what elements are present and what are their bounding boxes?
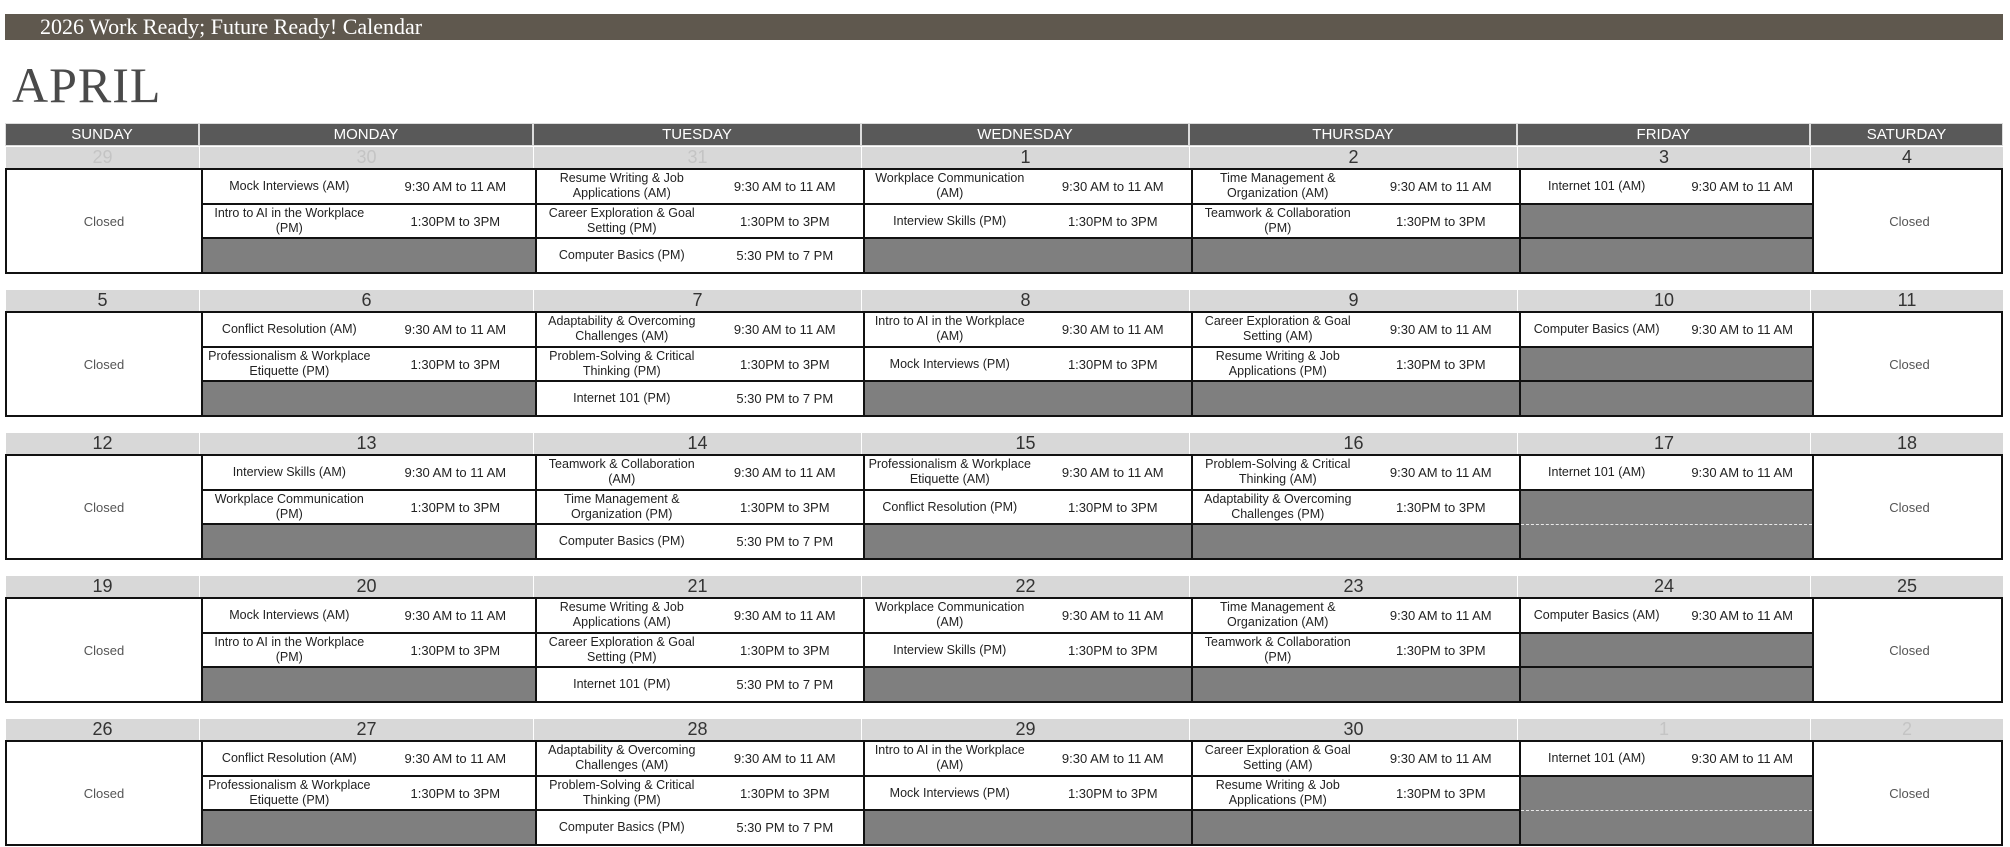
- day-of-week-label: WEDNESDAY: [861, 123, 1189, 146]
- event-name: Mock Interviews (AM): [229, 178, 350, 193]
- week-body: [5, 597, 2003, 703]
- date-number: 29: [861, 719, 1189, 740]
- event-slot[interactable]: [1193, 634, 1519, 669]
- empty-slot: [1521, 668, 1812, 701]
- day-cell: [863, 599, 1191, 701]
- event-slot[interactable]: [203, 456, 535, 491]
- day-cell: [1812, 456, 2005, 558]
- day-of-week-label: THURSDAY: [1189, 123, 1517, 146]
- event-slot[interactable]: [865, 348, 1191, 383]
- empty-slot: [1521, 811, 1812, 844]
- date-number-row: [5, 147, 2003, 168]
- event-time: 1:30PM to 3PM: [739, 356, 830, 372]
- event-time: 1:30PM to 3PM: [1395, 785, 1486, 801]
- date-number: 15: [861, 433, 1189, 454]
- event-time: 9:30 AM to 11 AM: [1389, 321, 1492, 337]
- event-slot[interactable]: [537, 382, 863, 415]
- event-time: 9:30 AM to 11 AM: [1389, 750, 1492, 766]
- date-number: 16: [1189, 433, 1517, 454]
- calendar-week: [5, 576, 2003, 703]
- event-slot[interactable]: [537, 777, 863, 812]
- date-number: 22: [861, 576, 1189, 597]
- event-name: Teamwork & Collaboration (PM): [1204, 635, 1351, 664]
- empty-slot: [865, 811, 1191, 844]
- empty-slot: [203, 811, 535, 844]
- event-time: 5:30 PM to 7 PM: [736, 391, 834, 407]
- closed-label: Closed: [1889, 213, 1930, 229]
- event-time: 9:30 AM to 11 AM: [404, 321, 507, 337]
- empty-slot: [1521, 205, 1812, 240]
- day-cell: [863, 456, 1191, 558]
- date-number: 11: [1810, 290, 2003, 311]
- event-slot[interactable]: [203, 634, 535, 669]
- date-number: 8: [861, 290, 1189, 311]
- date-number: 14: [533, 433, 861, 454]
- event-slot[interactable]: [537, 668, 863, 701]
- event-slot[interactable]: [1521, 599, 1812, 634]
- event-name: Internet 101 (PM): [573, 677, 671, 692]
- closed-label: Closed: [1889, 785, 1930, 801]
- date-number-row: [5, 433, 2003, 454]
- event-time: 1:30PM to 3PM: [1395, 213, 1486, 229]
- event-name: Workplace Communication (PM): [214, 492, 364, 521]
- event-name: Time Management & Organization (AM): [1219, 171, 1336, 201]
- event-slot[interactable]: [203, 205, 535, 240]
- date-number: 19: [5, 576, 199, 597]
- day-cell: [7, 313, 201, 415]
- event-slot[interactable]: [1193, 491, 1519, 526]
- event-slot[interactable]: [865, 313, 1191, 348]
- event-name: Mock Interviews (AM): [229, 607, 350, 622]
- date-number-row: [5, 576, 2003, 597]
- event-slot[interactable]: [1521, 456, 1812, 491]
- event-slot[interactable]: [1521, 170, 1812, 205]
- date-number: 25: [1810, 576, 2003, 597]
- event-name: Resume Writing & Job Applications (AM): [559, 171, 684, 201]
- event-slot[interactable]: [203, 491, 535, 526]
- event-name: Professionalism & Workplace Etiquette (PM): [208, 778, 371, 807]
- event-slot[interactable]: [537, 456, 863, 491]
- event-time: 1:30PM to 3PM: [1067, 642, 1158, 658]
- event-name: Computer Basics (AM): [1533, 607, 1660, 622]
- day-cell: [863, 313, 1191, 415]
- event-slot[interactable]: [537, 599, 863, 634]
- day-cell: [1812, 742, 2005, 844]
- empty-slot: [1521, 239, 1812, 272]
- date-number: 2: [1810, 719, 2003, 740]
- event-slot[interactable]: [1193, 599, 1519, 634]
- event-name: Computer Basics (AM): [1533, 321, 1660, 336]
- event-name: Teamwork & Collaboration (PM): [1204, 206, 1351, 235]
- empty-slot: [1521, 348, 1812, 383]
- empty-slot: [1193, 525, 1519, 558]
- event-time: 1:30PM to 3PM: [739, 785, 830, 801]
- calendar-week: [5, 147, 2003, 274]
- event-time: 9:30 AM to 11 AM: [404, 750, 507, 766]
- event-time: 1:30PM to 3PM: [410, 356, 501, 372]
- date-number: 17: [1517, 433, 1810, 454]
- day-cell: [1191, 456, 1519, 558]
- closed-label: Closed: [83, 213, 125, 229]
- event-slot[interactable]: [1193, 348, 1519, 383]
- event-name: Workplace Communication (AM): [875, 171, 1025, 201]
- event-time: 9:30 AM to 11 AM: [733, 607, 836, 623]
- calendar-grid: [5, 123, 2003, 846]
- empty-slot: [1521, 491, 1812, 525]
- event-name: Interview Skills (PM): [893, 213, 1007, 228]
- month-title: APRIL: [12, 57, 162, 113]
- day-cell: [1812, 313, 2005, 415]
- date-number-row: [5, 719, 2003, 740]
- week-body: [5, 311, 2003, 417]
- closed-label: Closed: [1889, 642, 1930, 658]
- event-time: 9:30 AM to 11 AM: [1691, 751, 1793, 766]
- event-slot[interactable]: [865, 634, 1191, 669]
- event-time: 9:30 AM to 11 AM: [1061, 750, 1164, 766]
- event-time: 9:30 AM to 11 AM: [1389, 464, 1492, 480]
- event-time: 9:30 AM to 11 AM: [733, 464, 836, 480]
- event-name: Career Exploration & Goal Setting (AM): [1204, 314, 1351, 344]
- day-cell: [7, 170, 201, 272]
- empty-slot: [1193, 239, 1519, 272]
- empty-slot: [1521, 777, 1812, 811]
- event-time: 9:30 AM to 11 AM: [1061, 321, 1164, 337]
- event-slot[interactable]: [865, 742, 1191, 777]
- calendar-title: 2026 Work Ready; Future Ready! Calendar: [40, 14, 423, 39]
- calendar-week: [5, 433, 2003, 560]
- day-cell: [863, 742, 1191, 844]
- event-name: Conflict Resolution (PM): [882, 499, 1018, 514]
- date-number: 30: [199, 147, 533, 168]
- event-name: Intro to AI in the Workplace (PM): [214, 635, 365, 664]
- event-slot[interactable]: [865, 491, 1191, 526]
- event-time: 9:30 AM to 11 AM: [1691, 465, 1793, 480]
- event-name: Resume Writing & Job Applications (PM): [1215, 349, 1340, 378]
- day-cell: [1812, 170, 2005, 272]
- week-body: [5, 168, 2003, 274]
- event-time: 1:30PM to 3PM: [739, 499, 830, 515]
- event-time: 9:30 AM to 11 AM: [1061, 607, 1164, 623]
- date-number: 1: [1517, 719, 1810, 740]
- event-slot[interactable]: [537, 811, 863, 844]
- day-cell: [201, 313, 535, 415]
- event-name: Career Exploration & Goal Setting (PM): [548, 206, 695, 235]
- event-slot[interactable]: [537, 170, 863, 205]
- event-slot[interactable]: [203, 313, 535, 348]
- event-slot[interactable]: [865, 170, 1191, 205]
- event-name: Time Management & Organization (AM): [1219, 600, 1336, 630]
- day-cell: [535, 170, 863, 272]
- event-slot[interactable]: [865, 456, 1191, 491]
- event-slot[interactable]: [537, 634, 863, 669]
- event-time: 9:30 AM to 11 AM: [1389, 607, 1492, 623]
- date-number: 29: [5, 147, 199, 168]
- event-time: 1:30PM to 3PM: [1067, 213, 1158, 229]
- date-number: 30: [1189, 719, 1517, 740]
- event-name: Workplace Communication (AM): [875, 600, 1025, 630]
- event-slot[interactable]: [865, 777, 1191, 812]
- date-number: 24: [1517, 576, 1810, 597]
- day-cell: [863, 170, 1191, 272]
- day-cell: [201, 599, 535, 701]
- day-cell: [1519, 170, 1812, 272]
- event-time: 9:30 AM to 11 AM: [733, 178, 836, 194]
- event-slot[interactable]: [537, 491, 863, 526]
- week-body: [5, 454, 2003, 560]
- closed-label: Closed: [1889, 499, 1930, 515]
- day-cell: [201, 742, 535, 844]
- event-name: Interview Skills (PM): [893, 642, 1007, 657]
- event-slot[interactable]: [865, 205, 1191, 240]
- event-name: Internet 101 (PM): [573, 391, 671, 406]
- day-of-week-header: [5, 123, 2003, 144]
- event-time: 1:30PM to 3PM: [1067, 499, 1158, 515]
- event-name: Conflict Resolution (AM): [221, 321, 357, 336]
- event-name: Computer Basics (PM): [558, 534, 685, 549]
- day-cell: [535, 742, 863, 844]
- event-name: Adaptability & Overcoming Challenges (AM): [548, 314, 696, 344]
- event-name: Adaptability & Overcoming Challenges (PM): [1204, 492, 1352, 521]
- day-of-week-label: TUESDAY: [533, 123, 861, 146]
- event-slot[interactable]: [537, 205, 863, 240]
- event-slot[interactable]: [203, 348, 535, 383]
- day-cell: [535, 456, 863, 558]
- event-name: Resume Writing & Job Applications (PM): [1215, 778, 1340, 807]
- closed-label: Closed: [1889, 356, 1930, 372]
- date-number: 2: [1189, 147, 1517, 168]
- event-slot[interactable]: [1193, 205, 1519, 240]
- date-number: 13: [199, 433, 533, 454]
- event-name: Internet 101 (AM): [1548, 465, 1646, 479]
- event-slot[interactable]: [1193, 777, 1519, 812]
- event-slot[interactable]: [203, 170, 535, 205]
- date-number: 12: [5, 433, 199, 454]
- event-time: 9:30 AM to 11 AM: [1389, 178, 1492, 194]
- empty-slot: [203, 382, 535, 415]
- empty-slot: [1521, 525, 1812, 558]
- date-number: 31: [533, 147, 861, 168]
- day-cell: [535, 313, 863, 415]
- day-cell: [1519, 599, 1812, 701]
- date-number: 6: [199, 290, 533, 311]
- event-time: 5:30 PM to 7 PM: [736, 534, 834, 550]
- empty-slot: [1193, 811, 1519, 844]
- empty-slot: [203, 239, 535, 272]
- event-time: 9:30 AM to 11 AM: [1691, 321, 1793, 337]
- date-number-row: [5, 290, 2003, 311]
- empty-slot: [865, 668, 1191, 701]
- event-name: Adaptability & Overcoming Challenges (AM): [548, 743, 696, 773]
- event-name: Internet 101 (AM): [1548, 178, 1646, 193]
- day-cell: [1191, 742, 1519, 844]
- event-name: Mock Interviews (PM): [889, 785, 1010, 800]
- date-number: 28: [533, 719, 861, 740]
- day-of-week-label: FRIDAY: [1517, 123, 1810, 146]
- event-name: Internet 101 (AM): [1548, 751, 1646, 765]
- empty-slot: [865, 239, 1191, 272]
- event-time: 9:30 AM to 11 AM: [404, 464, 507, 480]
- event-name: Conflict Resolution (AM): [221, 750, 357, 765]
- event-name: Computer Basics (PM): [558, 248, 685, 263]
- day-cell: [1519, 742, 1812, 844]
- event-name: Teamwork & Collaboration (AM): [548, 457, 695, 487]
- date-number: 10: [1517, 290, 1810, 311]
- event-time: 1:30PM to 3PM: [410, 213, 501, 229]
- empty-slot: [1193, 668, 1519, 701]
- event-time: 1:30PM to 3PM: [739, 213, 830, 229]
- event-time: 9:30 AM to 11 AM: [733, 321, 836, 337]
- day-cell: [7, 742, 201, 844]
- event-name: Mock Interviews (PM): [889, 356, 1010, 371]
- event-name: Intro to AI in the Workplace (AM): [874, 743, 1025, 773]
- date-number: 20: [199, 576, 533, 597]
- closed-label: Closed: [83, 356, 125, 372]
- date-number: 26: [5, 719, 199, 740]
- date-number: 27: [199, 719, 533, 740]
- event-time: 1:30PM to 3PM: [410, 642, 501, 658]
- day-of-week-label: MONDAY: [199, 123, 533, 146]
- event-slot[interactable]: [1193, 742, 1519, 777]
- event-time: 9:30 AM to 11 AM: [404, 178, 507, 194]
- date-number: 7: [533, 290, 861, 311]
- event-slot[interactable]: [537, 525, 863, 558]
- day-cell: [1812, 599, 2005, 701]
- event-name: Intro to AI in the Workplace (AM): [874, 314, 1025, 344]
- event-slot[interactable]: [537, 348, 863, 383]
- date-number: 5: [5, 290, 199, 311]
- event-name: Resume Writing & Job Applications (AM): [559, 600, 684, 630]
- event-name: Career Exploration & Goal Setting (AM): [1204, 743, 1351, 773]
- calendar-banner: [5, 14, 2003, 40]
- event-name: Professionalism & Workplace Etiquette (AM): [868, 457, 1031, 487]
- event-slot[interactable]: [1521, 313, 1812, 348]
- date-number: 9: [1189, 290, 1517, 311]
- day-cell: [7, 456, 201, 558]
- day-cell: [7, 599, 201, 701]
- event-slot[interactable]: [1193, 456, 1519, 491]
- day-cell: [1519, 313, 1812, 415]
- empty-slot: [203, 525, 535, 558]
- closed-label: Closed: [83, 499, 125, 515]
- day-cell: [535, 599, 863, 701]
- event-name: Problem-Solving & Critical Thinking (PM): [549, 778, 695, 807]
- event-time: 9:30 AM to 11 AM: [733, 750, 836, 766]
- day-cell: [1519, 456, 1812, 558]
- event-name: Intro to AI in the Workplace (PM): [214, 206, 365, 235]
- empty-slot: [203, 668, 535, 701]
- event-slot[interactable]: [1521, 742, 1812, 777]
- event-slot[interactable]: [537, 742, 863, 777]
- event-name: Professionalism & Workplace Etiquette (PM): [208, 349, 371, 378]
- event-slot[interactable]: [203, 742, 535, 777]
- event-slot[interactable]: [1193, 170, 1519, 205]
- date-number: 18: [1810, 433, 2003, 454]
- event-slot[interactable]: [1193, 313, 1519, 348]
- date-number: 21: [533, 576, 861, 597]
- event-name: Problem-Solving & Critical Thinking (PM): [549, 349, 695, 378]
- day-cell: [201, 456, 535, 558]
- event-time: 5:30 PM to 7 PM: [736, 248, 834, 264]
- event-slot[interactable]: [537, 239, 863, 272]
- event-time: 1:30PM to 3PM: [410, 499, 501, 515]
- calendar-week: [5, 719, 2003, 846]
- date-number: 1: [861, 147, 1189, 168]
- day-of-week-label: SATURDAY: [1810, 123, 2003, 146]
- closed-label: Closed: [83, 642, 125, 658]
- event-time: 1:30PM to 3PM: [1395, 642, 1486, 658]
- event-slot[interactable]: [537, 313, 863, 348]
- event-time: 1:30PM to 3PM: [1067, 785, 1158, 801]
- day-cell: [1191, 313, 1519, 415]
- week-body: [5, 740, 2003, 846]
- event-name: Computer Basics (PM): [558, 820, 685, 835]
- event-time: 1:30PM to 3PM: [739, 642, 830, 658]
- day-cell: [1191, 599, 1519, 701]
- event-time: 9:30 AM to 11 AM: [404, 607, 507, 623]
- event-time: 1:30PM to 3PM: [1395, 356, 1486, 372]
- event-name: Interview Skills (AM): [232, 464, 346, 479]
- event-slot[interactable]: [203, 777, 535, 812]
- empty-slot: [1521, 382, 1812, 415]
- empty-slot: [1193, 382, 1519, 415]
- calendar-week: [5, 290, 2003, 417]
- day-cell: [1191, 170, 1519, 272]
- event-time: 5:30 PM to 7 PM: [736, 677, 834, 693]
- event-time: 1:30PM to 3PM: [1395, 499, 1486, 515]
- event-name: Time Management & Organization (PM): [563, 492, 680, 521]
- empty-slot: [1521, 634, 1812, 669]
- event-slot[interactable]: [203, 599, 535, 634]
- event-time: 9:30 AM to 11 AM: [1061, 178, 1164, 194]
- event-slot[interactable]: [865, 599, 1191, 634]
- empty-slot: [865, 382, 1191, 415]
- event-time: 9:30 AM to 11 AM: [1691, 607, 1793, 623]
- date-number: 4: [1810, 147, 2003, 168]
- empty-slot: [865, 525, 1191, 558]
- event-time: 1:30PM to 3PM: [410, 785, 501, 801]
- date-number: 3: [1517, 147, 1810, 168]
- event-name: Problem-Solving & Critical Thinking (AM): [1205, 457, 1351, 487]
- event-time: 9:30 AM to 11 AM: [1691, 178, 1793, 194]
- event-time: 1:30PM to 3PM: [1067, 356, 1158, 372]
- date-number: 23: [1189, 576, 1517, 597]
- day-of-week-label: SUNDAY: [5, 123, 199, 146]
- event-time: 9:30 AM to 11 AM: [1061, 464, 1164, 480]
- day-cell: [201, 170, 535, 272]
- event-time: 5:30 PM to 7 PM: [736, 820, 834, 836]
- closed-label: Closed: [83, 785, 125, 801]
- event-name: Career Exploration & Goal Setting (PM): [548, 635, 695, 664]
